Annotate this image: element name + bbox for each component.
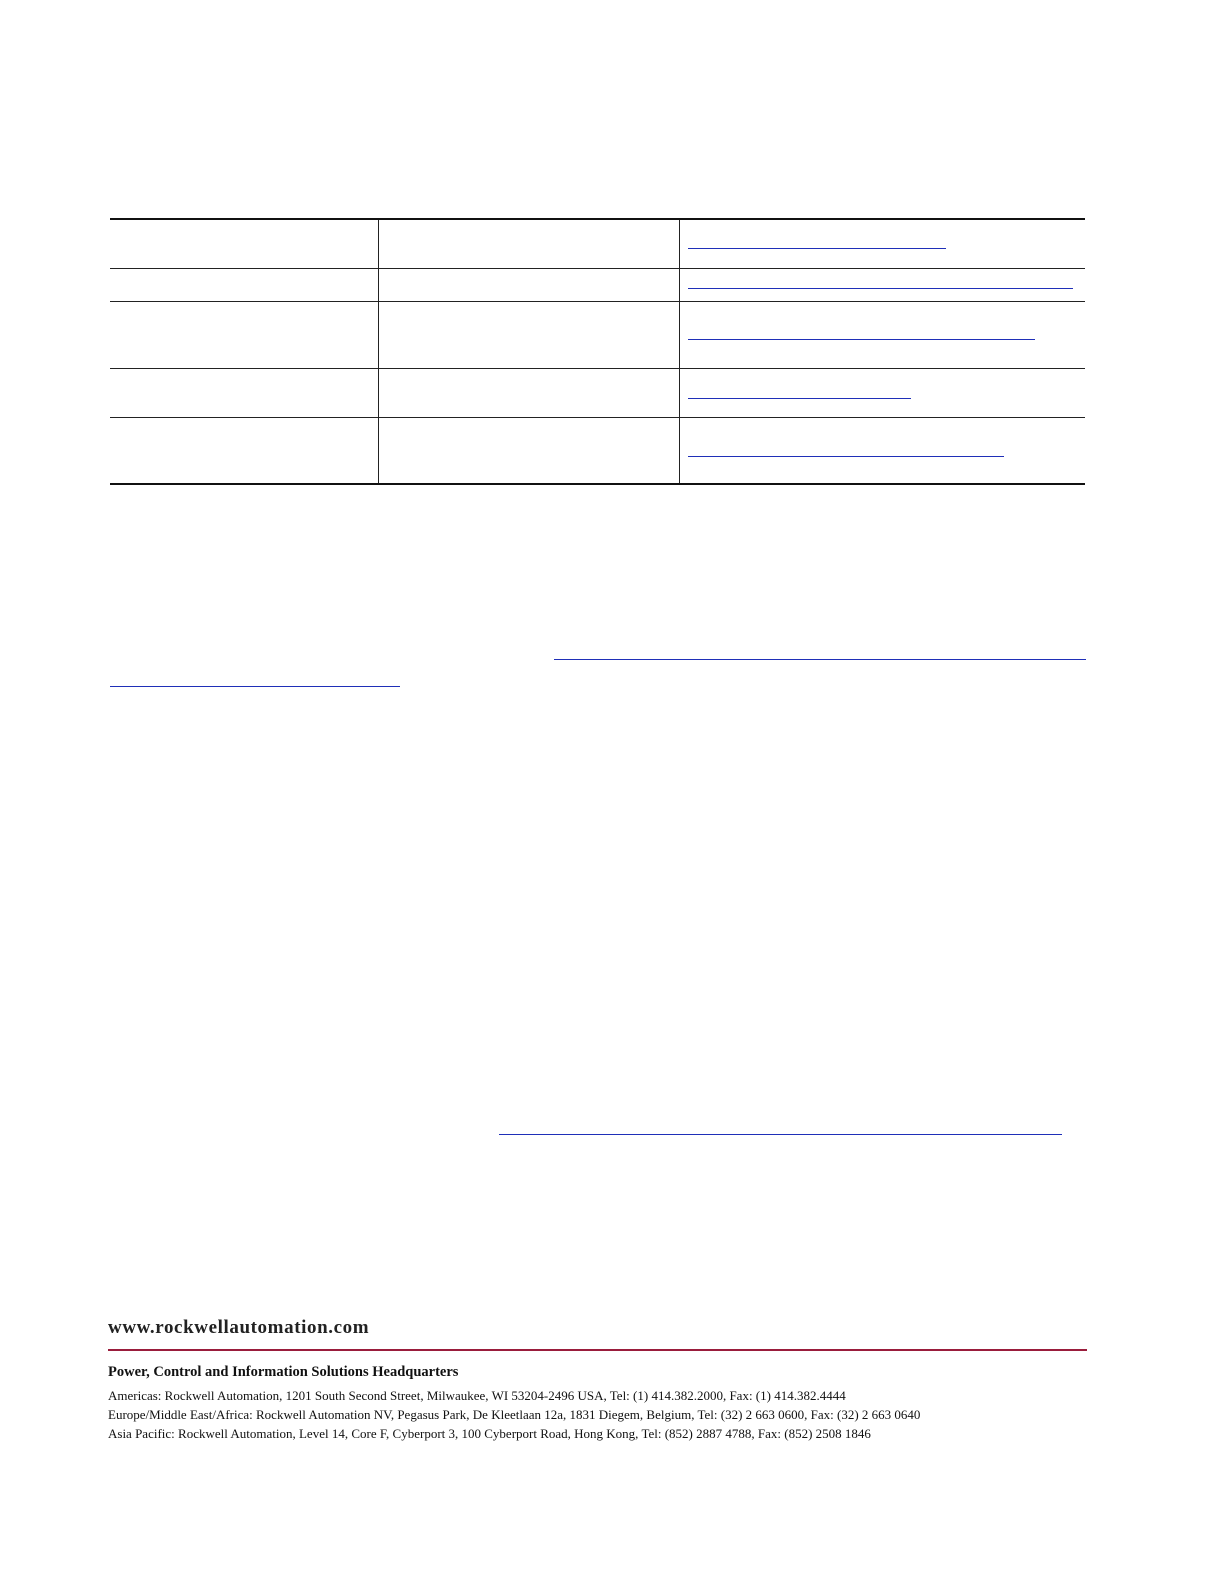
table-cell xyxy=(110,301,379,368)
table-row xyxy=(110,301,1085,368)
address-asia-pacific: Asia Pacific: Rockwell Automation, Level 14, Core F, Cyberport 3, 100 Cyberport Road, Hong Kong, Tel: (852) 2887 4788, Fax: (852) 2508 1846 xyxy=(108,1426,871,1441)
table-row xyxy=(110,268,1085,301)
footer-divider xyxy=(108,1349,1087,1351)
table-cell xyxy=(110,268,379,301)
table-cell xyxy=(379,301,680,368)
support-table xyxy=(110,218,1085,485)
paragraph-link[interactable] xyxy=(499,1134,1062,1135)
support-link[interactable] xyxy=(688,398,911,399)
table-cell xyxy=(379,368,680,417)
table-cell xyxy=(680,219,1086,268)
table-cell xyxy=(110,417,379,484)
table-cell xyxy=(379,268,680,301)
paragraph-link[interactable] xyxy=(554,659,1086,660)
address-americas: Americas: Rockwell Automation, 1201 South Second Street, Milwaukee, WI 53204-2496 USA, Tel: (1) 414.382.2000, Fax: (1) 414.382.4444 xyxy=(108,1388,846,1403)
paragraph-link[interactable] xyxy=(110,686,400,687)
table-cell xyxy=(680,417,1086,484)
table-cell xyxy=(110,219,379,268)
headquarters-title: Power, Control and Information Solutions Headquarters xyxy=(108,1364,459,1380)
table-cell xyxy=(379,417,680,484)
support-link[interactable] xyxy=(688,456,1004,457)
table-cell xyxy=(379,219,680,268)
table-cell xyxy=(680,268,1086,301)
table-row xyxy=(110,417,1085,484)
support-link[interactable] xyxy=(688,248,946,249)
table-cell xyxy=(110,368,379,417)
support-link[interactable] xyxy=(688,339,1035,340)
table-row xyxy=(110,219,1085,268)
table-cell xyxy=(680,301,1086,368)
table-cell xyxy=(680,368,1086,417)
address-emea: Europe/Middle East/Africa: Rockwell Automation NV, Pegasus Park, De Kleetlaan 12a, 1831 Diegem, Belgium, Tel: (32) 2 663 0600, Fax: (32) 2 663 0640 xyxy=(108,1407,921,1422)
website-link[interactable]: www.rockwellautomation.com xyxy=(108,1317,370,1338)
support-link[interactable] xyxy=(688,288,1073,289)
table-row xyxy=(110,368,1085,417)
